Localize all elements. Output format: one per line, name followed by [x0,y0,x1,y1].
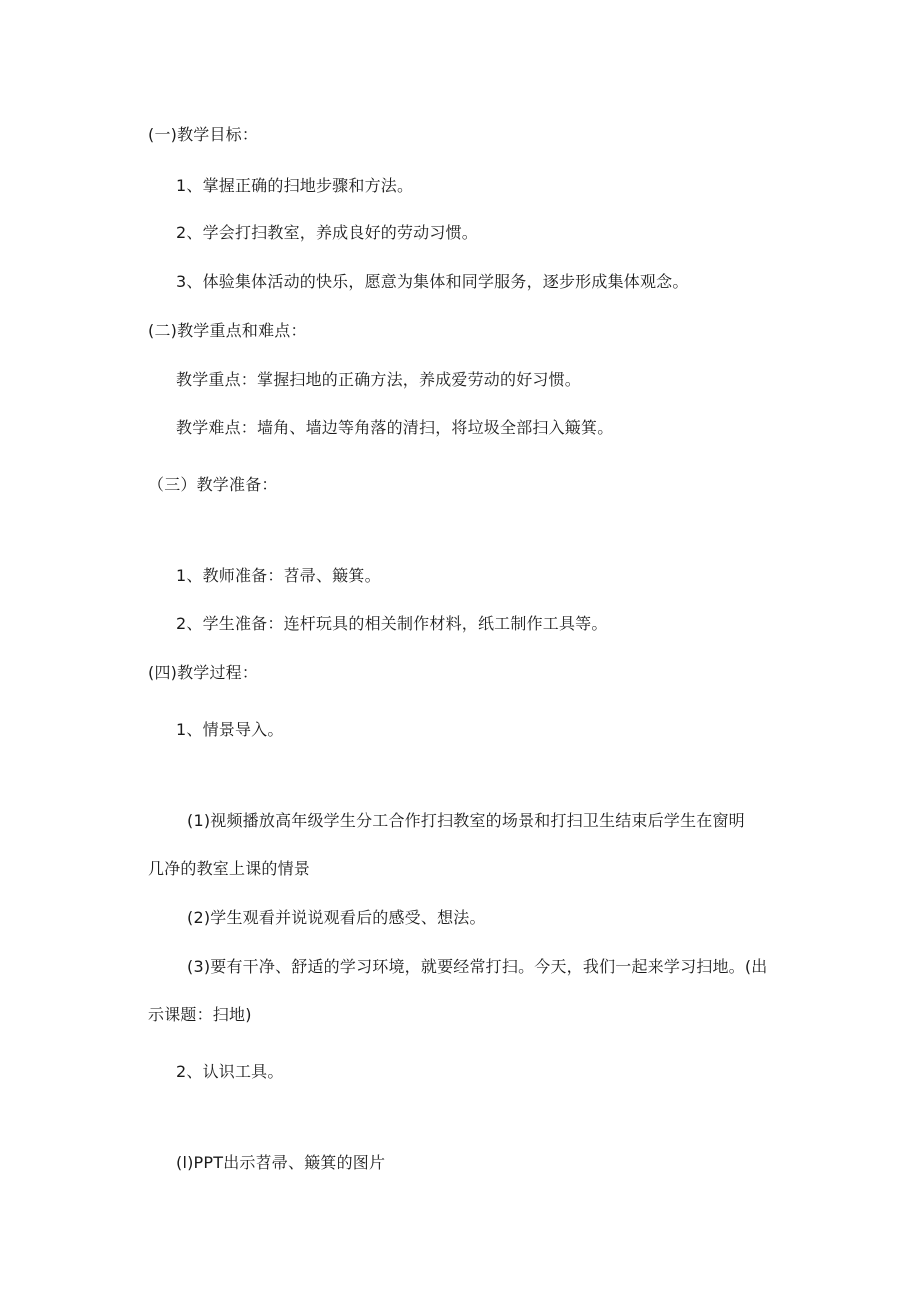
preparation-item-1: 1、教师准备：苕帚、簸箕。 [176,566,381,585]
step-1-para-1-line-2: 几净的教室上课的情景 [148,859,311,878]
difficulty-text: 教学难点：墙角、墙边等角落的清扫，将垃圾全部扫入簸箕。 [176,418,614,437]
step-2-title: 2、认识工具。 [176,1062,284,1081]
objective-item-3: 3、体验集体活动的快乐，愿意为集体和同学服务，逐步形成集体观念。 [176,272,689,291]
objective-item-1: 1、掌握正确的扫地步骤和方法。 [176,176,414,195]
section-title-preparation: （三）教学准备： [148,475,278,494]
section-title-objectives: (一)教学目标： [148,125,259,144]
step-1-para-1-line-1: (1)视频播放高年级学生分工合作打扫教室的场景和打扫卫生结束后学生在窗明 [187,811,745,830]
section-title-process: (四)教学过程： [148,663,259,682]
objective-item-2: 2、学会打扫教室，养成良好的劳动习惯。 [176,223,478,242]
preparation-item-2: 2、学生准备：连杆玩具的相关制作材料，纸工制作工具等。 [176,614,608,633]
step-2-para-1: (l)PPT出示苕帚、簸箕的图片 [176,1153,386,1172]
step-1-para-2: (2)学生观看并说说观看后的感受、想法。 [187,908,486,927]
step-1-title: 1、情景导入。 [176,720,284,739]
step-1-para-3-line-2: 示课题：扫地) [148,1005,252,1024]
step-1-para-3-line-1: (3)要有干净、舒适的学习环境，就要经常打扫。今天，我们一起来学习扫地。(出 [187,957,768,976]
key-point-text: 教学重点：掌握扫地的正确方法，养成爱劳动的好习惯。 [176,370,582,389]
section-title-key-points: (二)教学重点和难点： [148,321,307,340]
